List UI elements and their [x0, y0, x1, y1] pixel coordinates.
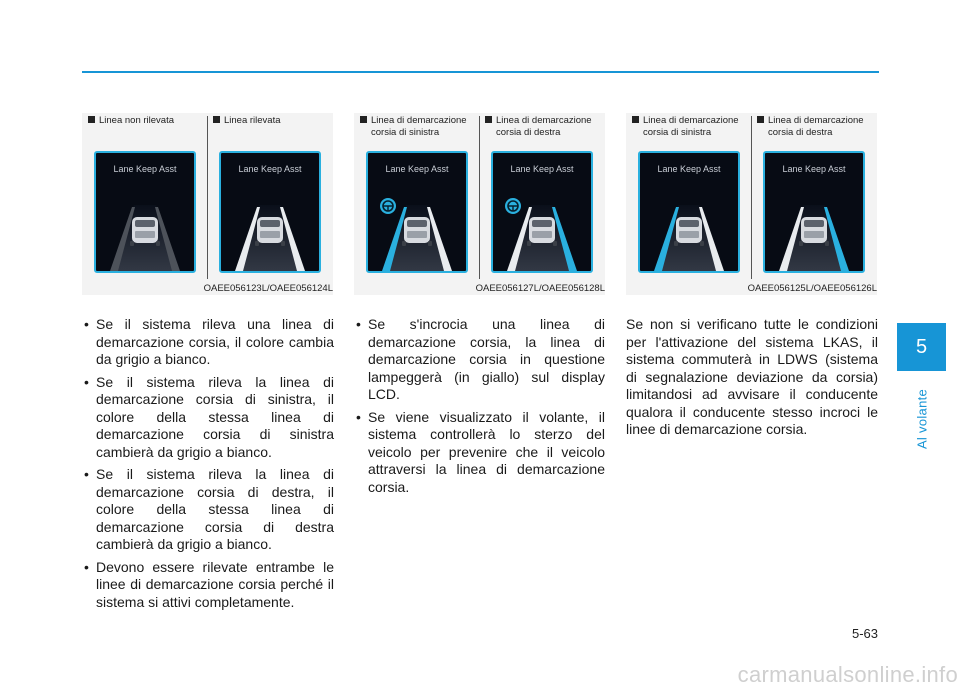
figure-divider [751, 116, 752, 279]
bullet-icon: • [84, 316, 89, 332]
lcd-title: Lane Keep Asst [510, 164, 574, 174]
list-item [354, 409, 605, 497]
legend-square-icon [88, 116, 95, 123]
lcd-screen-right [491, 151, 593, 273]
figure-code: OAEE056127L/OAEE056128L [475, 283, 605, 294]
legend-square-icon [757, 116, 764, 123]
legend-right-line1: Linea di demarcazione [768, 115, 864, 126]
figure-code: OAEE056125L/OAEE056126L [747, 283, 877, 294]
list-item [82, 466, 334, 554]
legend-right-line1: Linea di demarcazione [496, 115, 592, 126]
bullet-list [82, 316, 334, 611]
list-item [82, 374, 334, 462]
car-icon [402, 217, 432, 246]
lcd-screen-right [219, 151, 321, 273]
bullet-list [354, 316, 605, 496]
legend-square-icon [360, 116, 367, 123]
list-item [354, 316, 605, 404]
text-column-1 [82, 316, 334, 616]
chapter-title-text: Al volante [914, 388, 929, 450]
page-number: 5-63 [851, 626, 878, 641]
legend-square-icon [213, 116, 220, 123]
lcd-screen-left [638, 151, 740, 273]
legend-left [632, 115, 754, 139]
list-item-text: Se il sistema rileva la linea di demarcazione corsia di destra, il colore della stessa linea di demarcazione corsia di destra cambierà da grigio a bianco. [96, 466, 334, 552]
list-item-text: Se viene visualizzato il volante, il sistema controllerà lo sterzo del veicolo per prevenire che il veicolo attraversi la linea di demarcazione corsia. [368, 408, 605, 495]
car-icon [255, 217, 285, 246]
figure-1 [82, 113, 333, 295]
car-icon [527, 217, 557, 246]
lcd-title: Lane Keep Asst [385, 164, 449, 174]
list-item [82, 559, 334, 612]
list-item-text: Devono essere rilevate entrambe le linee di demarcazione corsia perché il sistema si attivi completamente. [96, 558, 334, 610]
bullet-icon: • [356, 408, 361, 425]
legend-left-line2: corsia di sinistra [371, 127, 440, 138]
list-item-text: Se il sistema rileva una linea di demarcazione corsia, il colore cambia da grigio a bianco. [96, 316, 334, 367]
paragraph: Se non si verificano tutte le condizioni per l'attivazione del sistema LKAS, il sistema commuterà in LDWS (sistema di segnalazione deviazione da corsia) limitandosi ad avvisare il conducente qualora il conducente stesso incroci le linee di demarcazione corsia. [626, 316, 878, 437]
car-icon [674, 217, 704, 246]
text-column-2 [354, 316, 605, 501]
watermark: carmanualsonline.info [737, 662, 958, 687]
legend-square-icon [485, 116, 492, 123]
bullet-icon: • [84, 373, 89, 390]
legend-right [485, 115, 607, 139]
legend-square-icon [632, 116, 639, 123]
bullet-icon: • [84, 466, 89, 482]
list-item-text: Se il sistema rileva la linea di demarcazione corsia di sinistra, il colore della stessa linea di demarcazione corsia di sinistra cambierà da grigio a bianco. [96, 373, 334, 460]
car-icon [130, 217, 160, 246]
figure-divider [207, 116, 208, 279]
car-icon [799, 217, 829, 246]
figure-3 [626, 113, 877, 295]
lcd-title: Lane Keep Asst [782, 164, 846, 174]
lcd-title: Lane Keep Asst [113, 164, 177, 174]
text-column-3 [626, 316, 878, 439]
legend-left-line1: Linea non rilevata [99, 115, 174, 126]
steering-wheel-icon [380, 198, 396, 214]
legend-left-line1: Linea di demarcazione [643, 115, 739, 126]
list-item-text: Se s'incrocia una linea di demarcazione corsia, la linea di demarcazione corsia in questione lampeggerà (in giallo) sul display LCD. [368, 316, 605, 402]
bullet-icon: • [84, 558, 89, 575]
steering-wheel-icon [505, 198, 521, 214]
list-item [82, 316, 334, 369]
legend-left-line1: Linea di demarcazione [371, 115, 467, 126]
top-rule [82, 71, 879, 73]
chapter-title [897, 379, 946, 459]
lcd-title: Lane Keep Asst [238, 164, 302, 174]
legend-right [757, 115, 879, 139]
legend-left-line2: corsia di sinistra [643, 127, 712, 138]
figure-2 [354, 113, 605, 295]
legend-right-line2: corsia di destra [768, 127, 833, 138]
legend-right-line2: corsia di destra [496, 127, 561, 138]
legend-right-line1: Linea rilevata [224, 115, 281, 126]
lcd-screen-left [366, 151, 468, 273]
legend-right [213, 115, 335, 127]
lcd-title: Lane Keep Asst [657, 164, 721, 174]
lcd-screen-right [763, 151, 865, 273]
figure-code: OAEE056123L/OAEE056124L [203, 283, 333, 294]
bullet-icon: • [356, 316, 361, 332]
legend-left [360, 115, 482, 139]
figure-divider [479, 116, 480, 279]
chapter-number-tab: 5 [897, 323, 946, 371]
legend-left [88, 115, 210, 127]
lcd-screen-left [94, 151, 196, 273]
